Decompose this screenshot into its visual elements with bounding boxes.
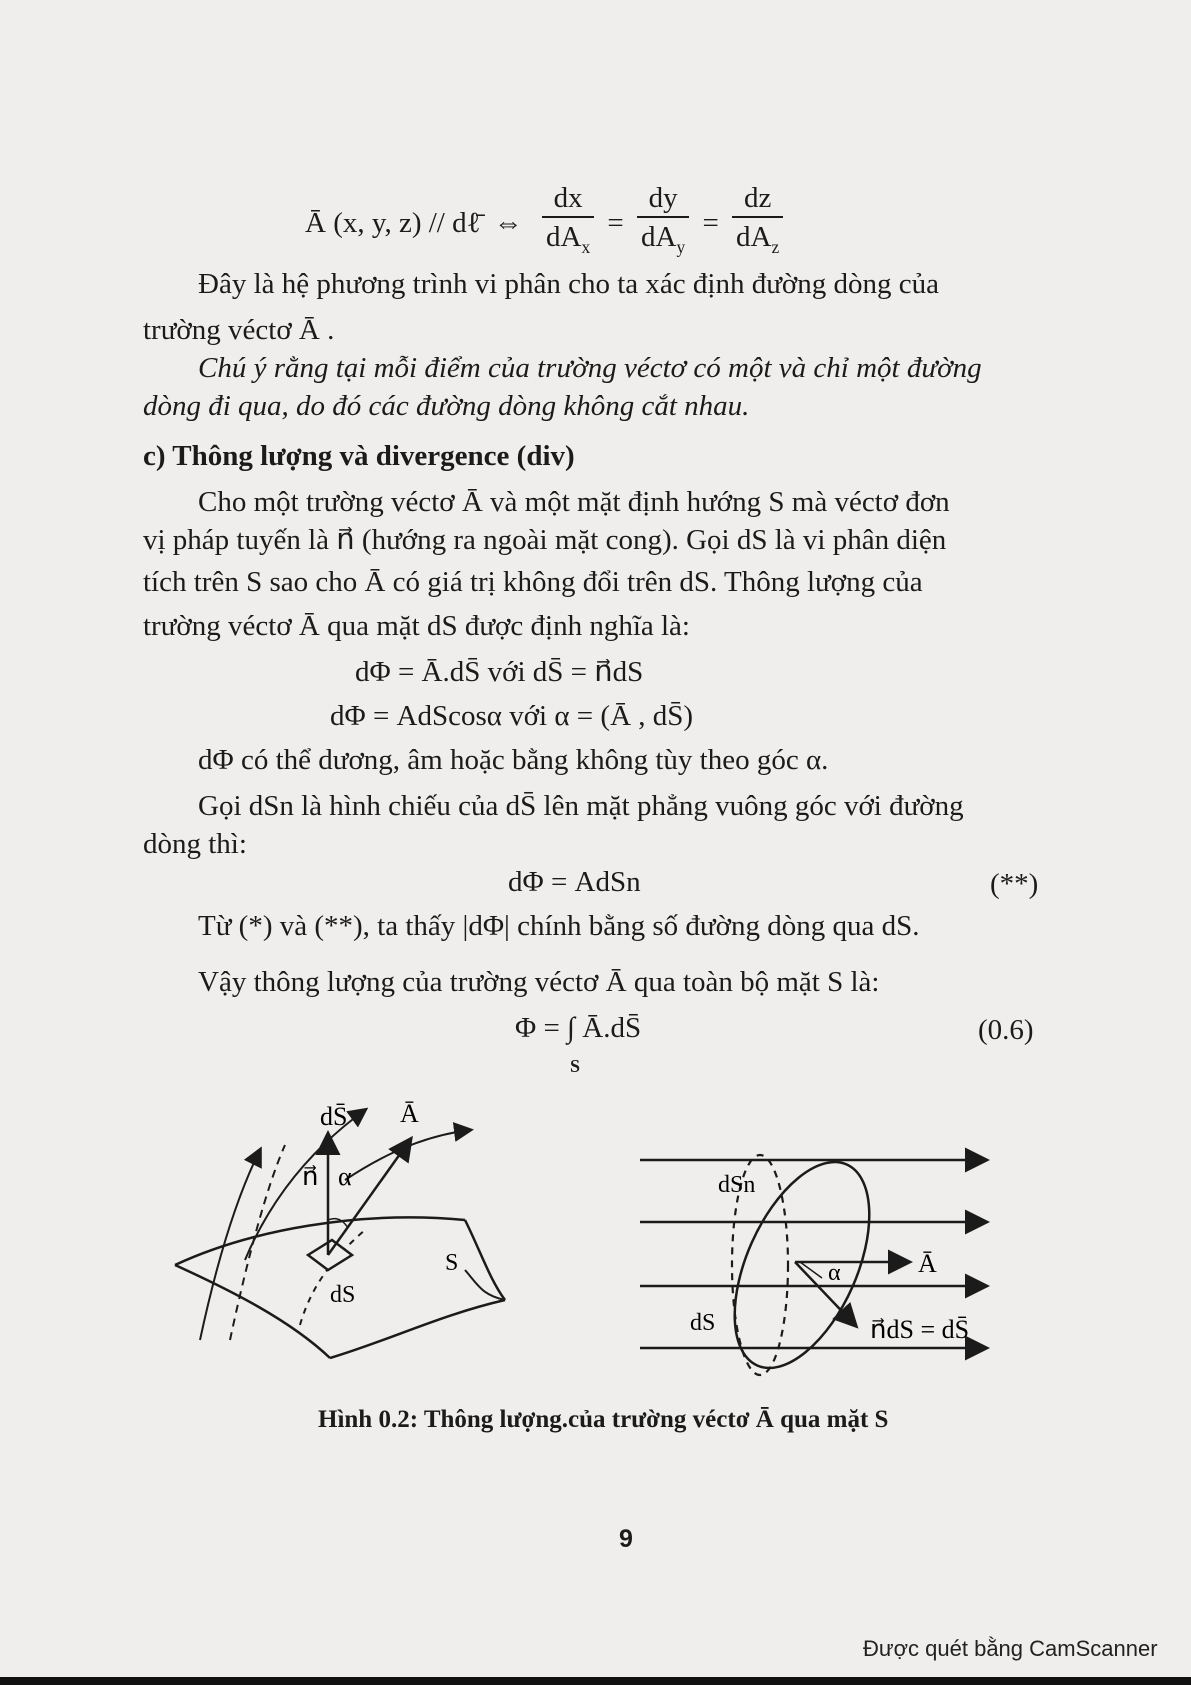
figure-flux-projection (630, 1130, 1000, 1380)
surface-left-edge (175, 1265, 330, 1358)
equation-dphi-cos: dΦ = AdScosα với α = (Ā , dS̄) (330, 700, 694, 732)
label-A-vector: Ā (400, 1099, 419, 1128)
scanner-watermark: Được quét bằng CamScanner (863, 1636, 1158, 1661)
equation-total-flux: Φ = ∫ Ā.dS̄ (515, 1012, 642, 1044)
paragraph-line: vị pháp tuyến là n⃗ (hướng ra ngoài mặt cong). Gọi dS là vi phân diện (143, 524, 947, 556)
fraction-dx: $\frac{dx}{dA_x}$ (542, 180, 594, 266)
surface-right-arc (465, 1270, 505, 1300)
paragraph-line: Gọi dSn là hình chiếu của dS̄ lên mặt phẳng vuông góc với đường (198, 790, 964, 822)
equation-dsn: dΦ = AdSn (508, 866, 641, 898)
label-alpha: α (828, 1260, 841, 1286)
note-line: dòng đi qua, do đó các đường dòng không cắt nhau. (143, 390, 750, 422)
label-n-vector: n⃗ (302, 1162, 319, 1191)
note-line: Chú ý rằng tại mỗi điểm của trường véctơ có một và chỉ một đường (198, 352, 982, 384)
label-dS: dS (330, 1282, 356, 1308)
eq-iff: ⇔ (493, 206, 523, 239)
paragraph-line: trường véctơ Ā . (143, 314, 335, 346)
paragraph-line: dòng thì: (143, 828, 247, 860)
label-ndS: n⃗dS = dS̄ (870, 1315, 970, 1344)
surface-right-edge (465, 1220, 505, 1300)
equation-dphi-dot: dΦ = Ā.dS̄ với dS̄ = n⃗dS (355, 656, 644, 688)
field-vector-A (328, 1140, 410, 1255)
field-line-5 (345, 1130, 470, 1180)
figure-caption: Hình 0.2: Thông lượng.của trường véctơ Ā qua mặt S (318, 1406, 889, 1433)
label-alpha: α (338, 1162, 352, 1191)
integral-subscript: S (570, 1056, 581, 1076)
paragraph-line: trường véctơ Ā qua mặt dS được định nghĩa là: (143, 610, 690, 642)
paragraph-line: Cho một trường véctơ Ā và một mặt định hướng S mà véctơ đơn (198, 486, 950, 518)
equation-tag: (**) (990, 868, 1039, 900)
paragraph-line: tích trên S sao cho Ā có giá trị không đổi trên dS. Thông lượng của (143, 566, 923, 598)
label-A-vector: Ā (918, 1249, 937, 1278)
normal-vector-ndS (795, 1262, 855, 1325)
paragraph-line: Đây là hệ phương trình vi phân cho ta xác định đường dòng của (198, 268, 940, 300)
surface-bottom-edge (330, 1300, 505, 1358)
paragraph-line: Từ (*) và (**), ta thấy |dΦ| chính bằng số đường dòng qua dS. (198, 910, 920, 942)
label-dSn: dSn (718, 1172, 756, 1198)
fraction-dy: $\frac{dy}{dA_y}$ (637, 180, 689, 266)
eq-lhs: Ā (x, y, z) // dℓ̄ (305, 206, 481, 239)
label-dS-vector: dS̄ (320, 1102, 348, 1131)
paragraph-line: dΦ có thể dương, âm hoặc bằng không tùy theo góc α. (198, 744, 829, 776)
scan-edge (0, 1677, 1191, 1685)
label-S: S (445, 1250, 459, 1276)
fraction-dz: $\frac{dz}{dA_z}$ (732, 180, 783, 266)
equation-streamline: Ā (x, y, z) // dℓ̄ ⇔ $\frac{dx}{dA_x}$ = $\frac{dy}{dA_y}$ = $\frac{dz}{dA_z}$ (305, 180, 789, 266)
label-dS: dS (690, 1310, 716, 1336)
equation-tag: (0.6) (978, 1014, 1034, 1046)
section-heading: c) Thông lượng và divergence (div) (143, 440, 575, 472)
figure-flux-surface (160, 1090, 540, 1370)
paragraph-line: Vậy thông lượng của trường véctơ Ā qua toàn bộ mặt S là: (198, 966, 880, 998)
page-number: 9 (619, 1525, 633, 1553)
surface-element-dS (308, 1240, 352, 1270)
